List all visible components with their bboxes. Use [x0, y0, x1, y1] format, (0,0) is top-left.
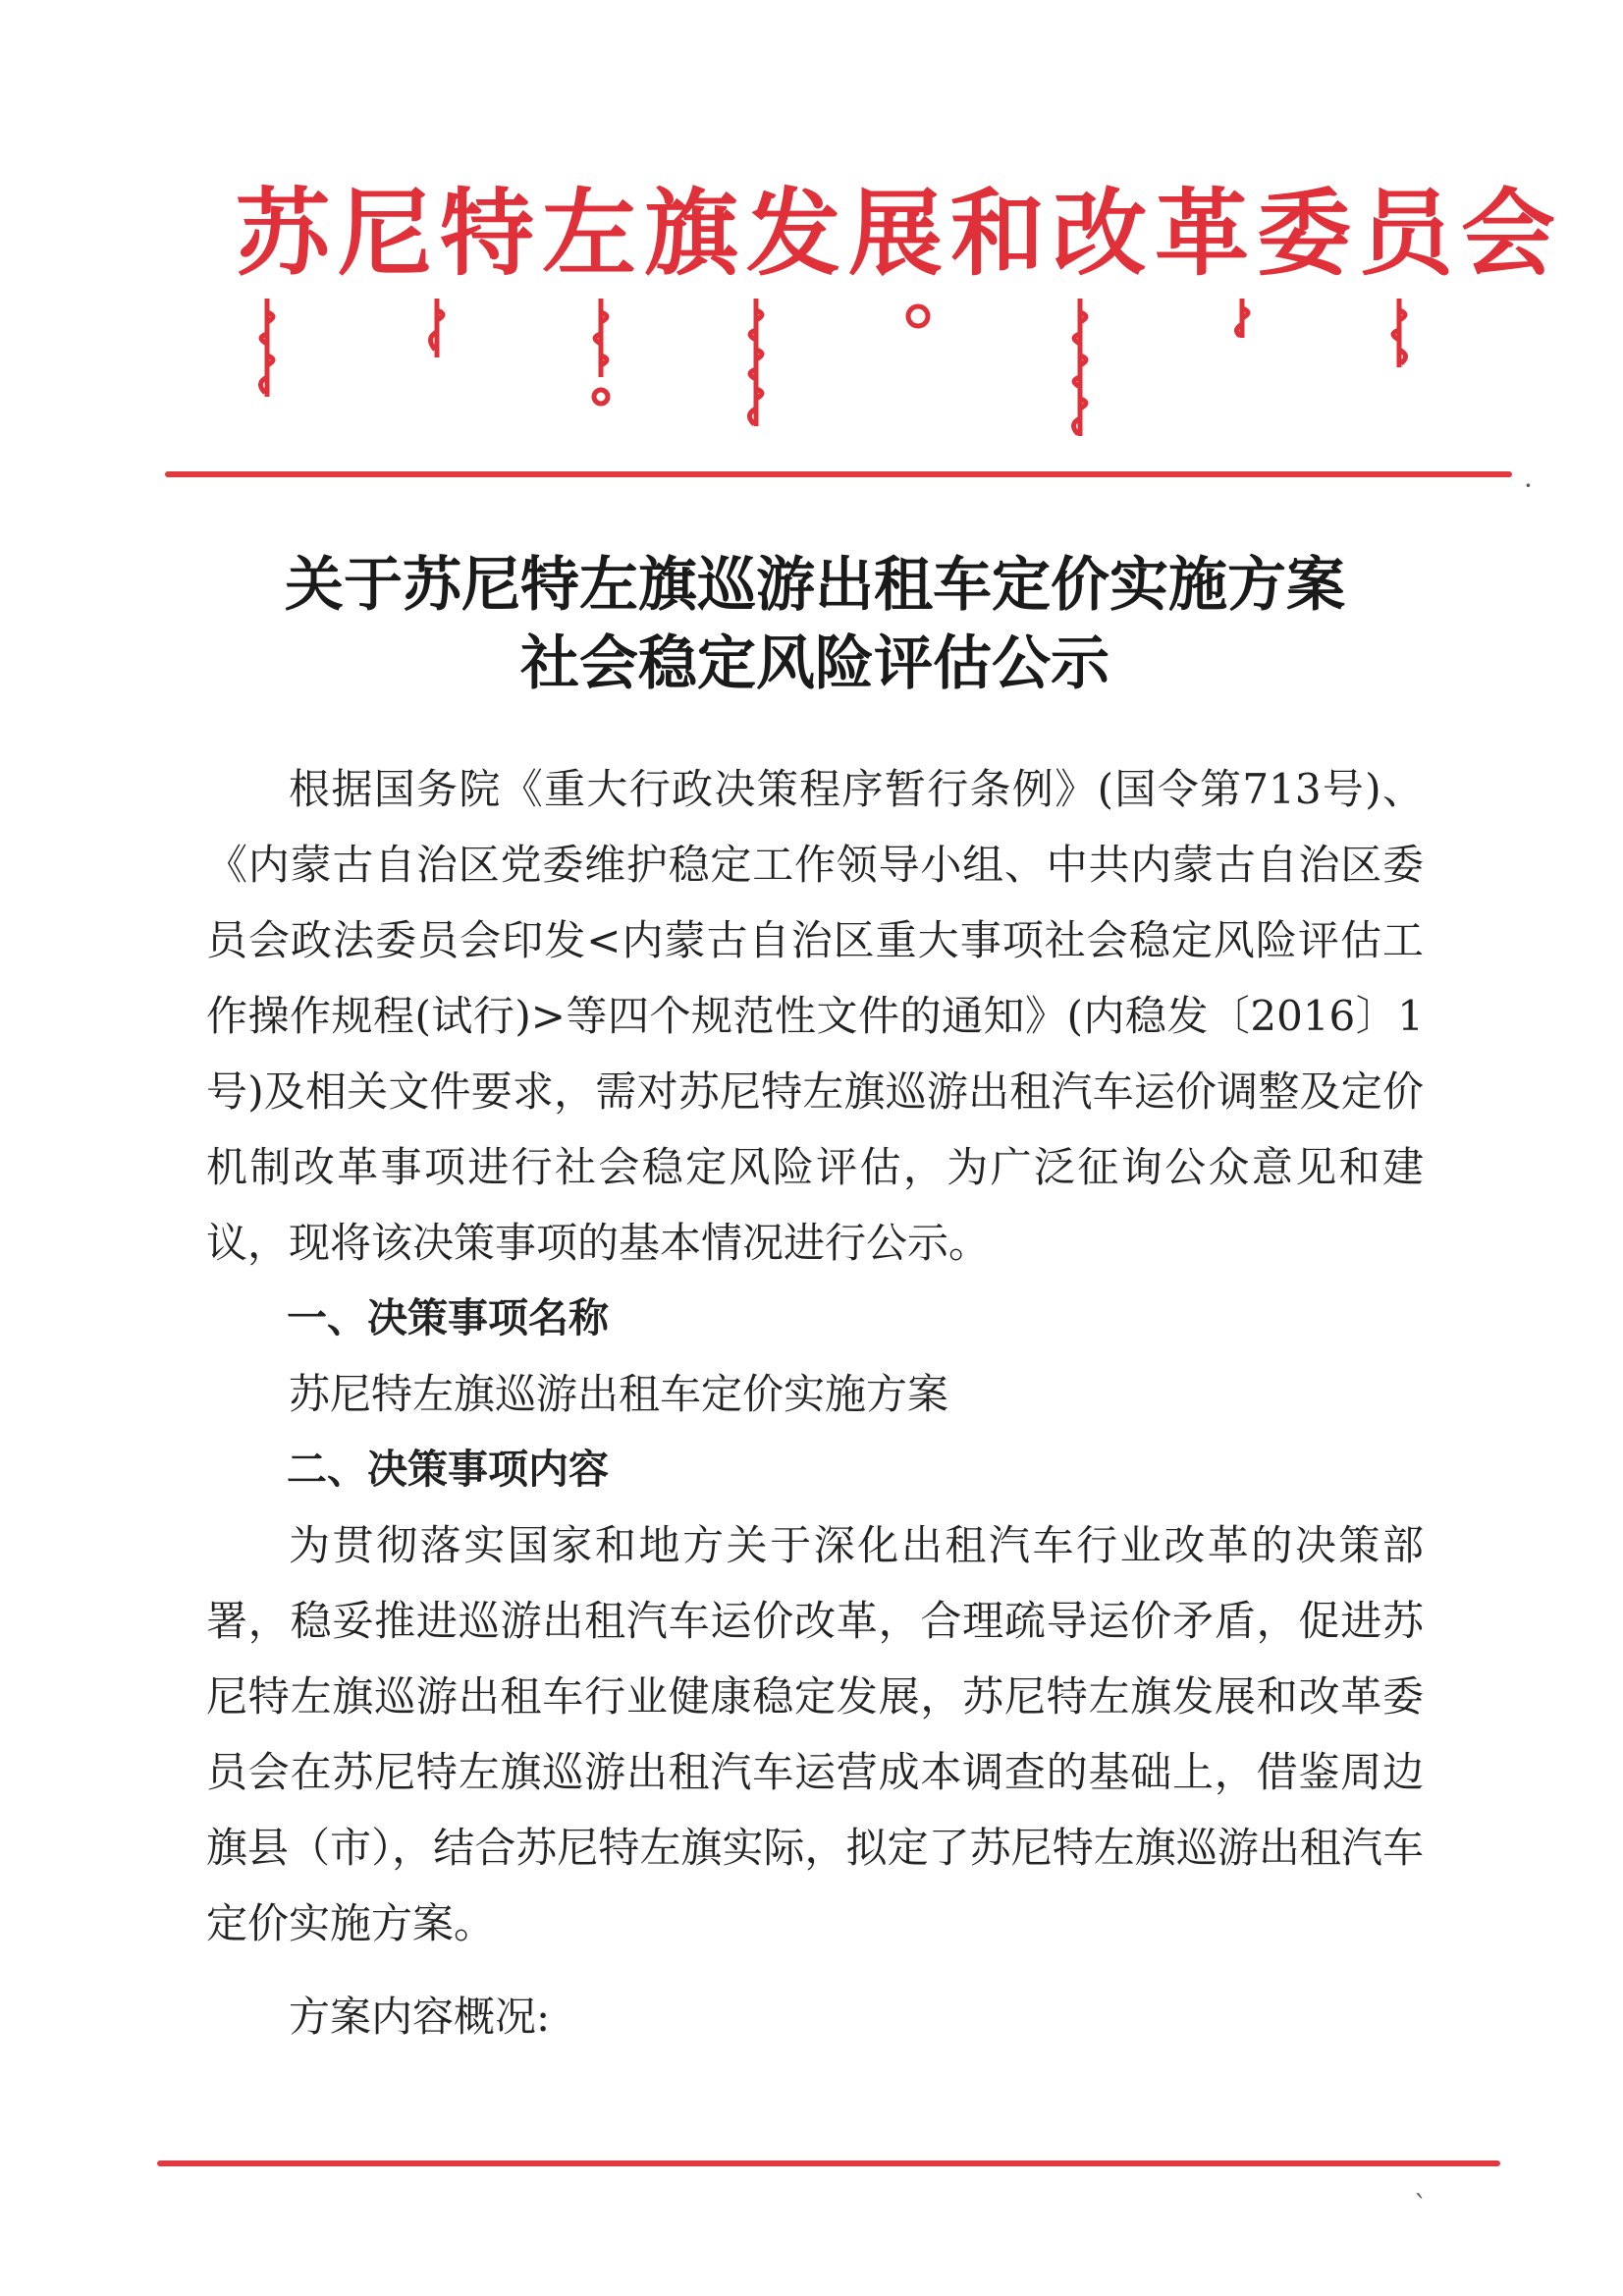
letterhead-divider	[165, 471, 1512, 477]
section-2-body: 为贯彻落实国家和地方关于深化出租汽车行业改革的决策部署，稳妥推进巡游出租汽车运价改革，合理疏导运价矛盾，促进苏尼特左旗巡游出租车行业健康稳定发展，苏尼特左旗发展和改革委员会在苏尼特左旗巡游出租汽车运营成本调查的基础上，借鉴周边旗县（市），结合苏尼特左旗实际，拟定了苏尼特左旗巡游出租汽车定价实施方案。	[206, 1521, 1424, 1947]
overview-label: 方案内容概况:	[289, 1993, 551, 2041]
mongolian-word-4	[736, 295, 776, 432]
intro-paragraph: 根据国务院《重大行政决策程序暂行条例》(国令第713号)、《内蒙古自治区党委维护稳定工作领导小组、中共内蒙古自治区委员会政法委员会印发<内蒙古自治区重大事项社会稳定风险评估工作操作规程(试行)>等四个规范性文件的通知》(内稳发〔2016〕1号)及相关文件要求，需对苏尼特左旗巡游出租汽车运价调整及定价机制改革事项进行社会稳定风险评估，为广泛征询公众意见和建议，现将该决策事项的基本情况进行公示。	[206, 765, 1424, 1267]
mongolian-word-7	[1222, 295, 1262, 344]
document-title-line-1: 关于苏尼特左旗巡游出租车定价实施方案	[285, 551, 1345, 620]
footer-divider	[157, 2160, 1500, 2166]
scan-tick: ˋ	[1414, 2190, 1428, 2222]
section-1-heading: 一、决策事项名称	[287, 1294, 609, 1341]
mongolian-word-8	[1380, 295, 1419, 373]
mongolian-word-3	[581, 295, 621, 412]
mongolian-script-line	[0, 295, 1623, 462]
mongolian-word-2	[417, 295, 457, 363]
document-title-line-2: 社会稳定风险评估公示	[520, 629, 1109, 698]
mongolian-word-6	[1060, 295, 1100, 442]
section-1-body: 苏尼特左旗巡游出租车定价实施方案	[289, 1370, 949, 1418]
document-body	[206, 751, 1424, 2054]
mongolian-word-1	[247, 295, 287, 403]
mongolian-word-5	[898, 295, 938, 344]
section-2-heading: 二、决策事项内容	[287, 1446, 609, 1493]
org-name: 苏尼特左旗发展和改革委员会	[236, 178, 1563, 289]
scan-dot: ·	[1524, 469, 1533, 502]
